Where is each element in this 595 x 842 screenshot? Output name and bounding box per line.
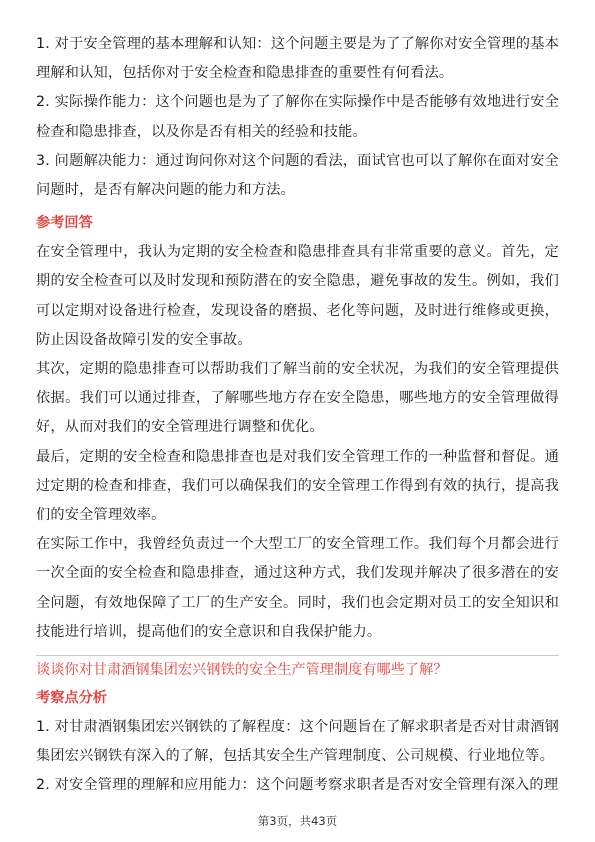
analysis-heading: 考察点分析 (36, 690, 107, 707)
reference-answer-heading: 参考回答 (36, 215, 93, 232)
analysis-item-3: 3. 问题解决能力：通过询问你对这个问题的看法，面试官也可以了解你在面对安全问题时，是否有解决问题的能力和方法。 (36, 152, 559, 199)
document-page (36, 30, 559, 801)
page-number: 第3页，共43页 (257, 814, 338, 828)
answer-paragraph-1: 在安全管理中，我认为定期的安全检查和隐患排查具有非常重要的意义。首先，定期的安全检查可以及时发现和预防潜在的安全隐患，避免事故的发生。例如，我们可以定期对设备进行检查，发现设备的磨损、老化等问题，及时进行维修或更换，防止因设备故障引发的安全事故。 (36, 244, 559, 348)
q2-analysis-item-2: 2. 对安全管理的理解和应用能力：这个问题考察求职者是否对安全管理有深入的理 (36, 777, 559, 794)
answer-paragraph-3: 最后，定期的安全检查和隐患排查也是对我们安全管理工作的一种监督和督促。通过定期的检查和排查，我们可以确保我们的安全管理工作得到有效的执行，提高我们的安全管理效率。 (36, 448, 559, 524)
answer-paragraph-4: 在实际工作中，我曾经负责过一个大型工厂的安全管理工作。我们每个月都会进行一次全面的安全检查和隐患排查，通过这种方式，我们发现并解决了很多潜在的安全问题，有效地保障了工厂的生产安全。同时，我们也会定期对员工的安全知识和技能进行培训，提高他们的安全意识和自我保护能力。 (36, 536, 559, 640)
q2-analysis-item-1: 1. 对甘肃酒钢集团宏兴钢铁的了解程度：这个问题旨在了解求职者是否对甘肃酒钢集团宏兴钢铁有深入的了解，包括其安全生产管理制度、公司规模、行业地位等。 (36, 719, 559, 765)
answer-paragraph-2: 其次，定期的隐患排查可以帮助我们了解当前的安全状况，为我们的安全管理提供依据。我们可以通过排查，了解哪些地方存在安全隐患，哪些地方的安全管理做得好，从而对我们的安全管理进行调整和优化。 (36, 361, 559, 436)
analysis-item-2: 2. 实际操作能力：这个问题也是为了了解你在实际操作中是否能够有效地进行安全检查和隐患排查，以及你是否有相关的经验和技能。 (36, 94, 559, 140)
question-title: 谈谈你对甘肃酒钢集团宏兴钢铁的安全生产管理制度有哪些了解？ (36, 662, 448, 679)
analysis-item-1: 1. 对于安全管理的基本理解和认知：这个问题主要是为了了解你对安全管理的基本理解和认知，包括你对于安全检查和隐患排查的重要性有何看法。 (36, 36, 559, 82)
